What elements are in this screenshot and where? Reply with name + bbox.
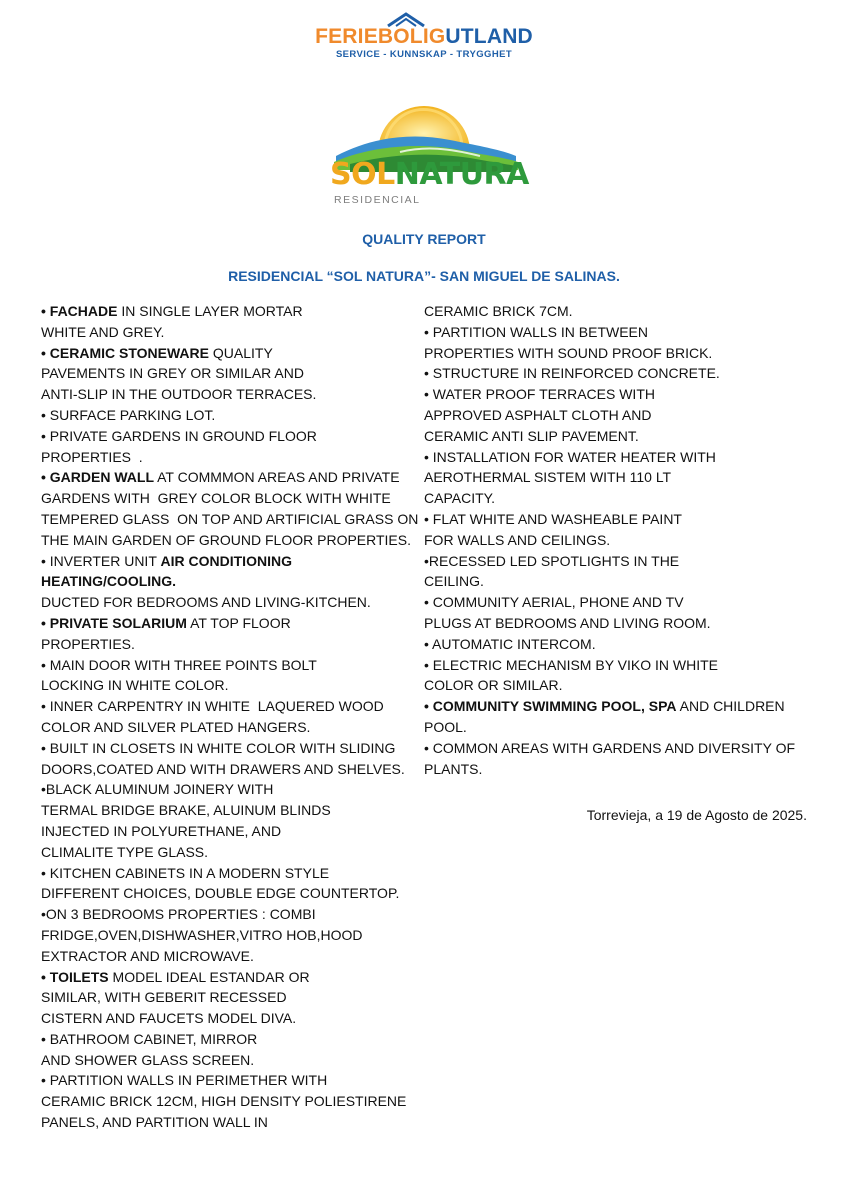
spec-item — [424, 696, 816, 738]
spec-item — [41, 779, 421, 862]
spec-item-text: • INSTALLATION FOR WATER HEATER WITH AEROTHERMAL SISTEM WITH 110 LT CAPACITY. — [424, 448, 716, 507]
spec-item-heading: • TOILETS — [41, 968, 109, 985]
project-name-part1: SOL — [330, 157, 395, 192]
spec-item — [424, 384, 816, 446]
brand-name-part2: UTLAND — [445, 25, 533, 48]
spec-item-text: AND CHILDREN POOL. — [424, 698, 785, 735]
spec-item — [424, 363, 816, 384]
spec-item-heading: • FACHADE — [41, 303, 118, 319]
right-column — [424, 301, 816, 779]
date-line: Torrevieja, a 19 de Agosto de 2025. — [586, 807, 807, 823]
project-name-part2: NATURA — [394, 157, 529, 192]
spec-item-text: •ON 3 BEDROOMS PROPERTIES : COMBI FRIDGE,OVEN,DISHWASHER,VITRO HOB,HOOD EXTRACTOR AND MICROWAVE. — [41, 906, 363, 964]
spec-item-text: • INVERTER UNIT — [41, 552, 161, 569]
spec-item-heading: • COMMUNITY SWIMMING POOL, SPA — [424, 698, 677, 715]
spec-item-text: • MAIN DOOR WITH THREE POINTS BOLT LOCKING IN WHITE COLOR. — [41, 656, 317, 694]
project-name — [330, 157, 529, 192]
spec-item-text: AT COMMMON AREAS AND PRIVATE GARDENS WITH GREY COLOR BLOCK WITH WHITE TEMPERED GLASS ON TOP AND ARTIFICIAL GRASS ON THE MAIN GARDEN OF GROUND FLOOR PROPERTIES. — [41, 469, 419, 548]
spec-item — [41, 655, 421, 697]
brand-name — [0, 26, 848, 48]
spec-item — [424, 634, 816, 655]
spec-item-text: • STRUCTURE IN REINFORCED CONCRETE. — [424, 365, 720, 382]
spec-item-heading: • GARDEN WALL — [41, 469, 155, 486]
spec-item-heading: • PRIVATE SOLARIUM — [41, 614, 187, 631]
spec-item — [41, 343, 421, 405]
feriebolig-logo — [0, 10, 848, 60]
spec-item-heading: • CERAMIC STONEWARE — [41, 344, 209, 361]
spec-item-text: IN SINGLE LAYER MORTAR WHITE AND GREY. — [41, 303, 303, 340]
spec-item — [41, 904, 421, 966]
spec-item-text: • BATHROOM CABINET, MIRROR AND SHOWER GLASS SCREEN. — [41, 1030, 258, 1068]
house-roof-icon — [386, 12, 426, 28]
brand-tagline: SERVICE - KUNNSKAP - TRYGGHET — [335, 49, 513, 60]
spec-item-text: QUALITY PAVEMENTS IN GREY OR SIMILAR AND ANTI-SLIP IN THE OUTDOOR TERRACES. — [41, 344, 317, 403]
brand-name-part1: FERIEBOLIG — [315, 25, 446, 48]
spec-item — [424, 551, 816, 593]
spec-item — [424, 447, 816, 509]
left-column — [41, 301, 421, 1133]
document-subtitle: RESIDENCIAL “SOL NATURA”- SAN MIGUEL DE SALINAS. — [228, 268, 620, 284]
spec-item — [41, 426, 421, 468]
project-subtitle: RESIDENCIAL — [334, 194, 421, 206]
spec-item — [424, 322, 816, 364]
spec-item-text: • ELECTRIC MECHANISM BY VIKO IN WHITE COLOR OR SIMILAR. — [424, 656, 719, 694]
spec-item-text: • WATER PROOF TERRACES WITH APPROVED ASPHALT CLOTH AND CERAMIC ANTI SLIP PAVEMENT. — [424, 386, 655, 444]
spec-item — [41, 1070, 421, 1132]
spec-item — [41, 738, 421, 780]
spec-item-text: • COMMON AREAS WITH GARDENS AND DIVERSITY OF PLANTS. — [424, 739, 796, 777]
spec-item-text: • AUTOMATIC INTERCOM. — [424, 635, 596, 652]
spec-item — [41, 405, 421, 426]
document-title: QUALITY REPORT — [362, 231, 486, 247]
spec-item-text: • FLAT WHITE AND WASHEABLE PAINT FOR WALLS AND CEILINGS. — [424, 510, 682, 548]
spec-item — [424, 592, 816, 634]
sol-natura-logo — [330, 104, 529, 214]
spec-item — [424, 655, 816, 697]
spec-item — [424, 509, 816, 551]
spec-item-text: • PARTITION WALLS IN PERIMETHER WITH CERAMIC BRICK 12CM, HIGH DENSITY POLIESTIRENE PANELS, AND PARTITION WALL IN — [41, 1072, 407, 1131]
spec-item — [41, 613, 421, 655]
spec-item-text: •BLACK ALUMINUM JOINERY WITH TERMAL BRIDGE BRAKE, ALUINUM BLINDS INJECTED IN POLYURETHANE, AND CLIMALITE TYPE GLASS. — [41, 781, 331, 860]
spec-item-text: • COMMUNITY AERIAL, PHONE AND TV PLUGS AT BEDROOMS AND LIVING ROOM. — [424, 594, 711, 631]
spec-item-heading: AIR CONDITIONING HEATING/COOLING. — [41, 552, 292, 590]
spec-item-text: • PARTITION WALLS IN BETWEEN PROPERTIES WITH SOUND PROOF BRICK. — [424, 323, 713, 361]
spec-item — [424, 738, 816, 780]
spec-item — [41, 467, 421, 550]
spec-item — [41, 696, 421, 738]
spec-item-text: • PRIVATE GARDENS IN GROUND FLOOR PROPERTIES . — [41, 427, 317, 465]
spec-item-text: CERAMIC BRICK 7CM. — [424, 303, 573, 319]
spec-item-text: •RECESSED LED SPOTLIGHTS IN THE CEILING. — [424, 552, 680, 590]
spec-item — [424, 301, 816, 322]
spec-item-text: • INNER CARPENTRY IN WHITE LAQUERED WOOD COLOR AND SILVER PLATED HANGERS. — [41, 698, 384, 735]
spec-item — [41, 1029, 421, 1071]
spec-item-text: DUCTED FOR BEDROOMS AND LIVING-KITCHEN. — [41, 594, 371, 611]
spec-item — [41, 967, 421, 1029]
spec-item — [41, 301, 421, 343]
spec-item-text: • BUILT IN CLOSETS IN WHITE COLOR WITH SLIDING DOORS,COATED AND WITH DRAWERS AND SHELVES. — [41, 739, 405, 777]
spec-item — [41, 863, 421, 905]
spec-item-text: MODEL IDEAL ESTANDAR OR SIMILAR, WITH GEBERIT RECESSED CISTERN AND FAUCETS MODEL DIVA. — [41, 968, 310, 1027]
spec-item-text: AT TOP FLOOR PROPERTIES. — [41, 614, 291, 652]
spec-item-text: • KITCHEN CABINETS IN A MODERN STYLE DIFFERENT CHOICES, DOUBLE EDGE COUNTERTOP. — [41, 864, 400, 902]
spec-item — [41, 551, 421, 613]
spec-item-text: • SURFACE PARKING LOT. — [41, 406, 216, 423]
